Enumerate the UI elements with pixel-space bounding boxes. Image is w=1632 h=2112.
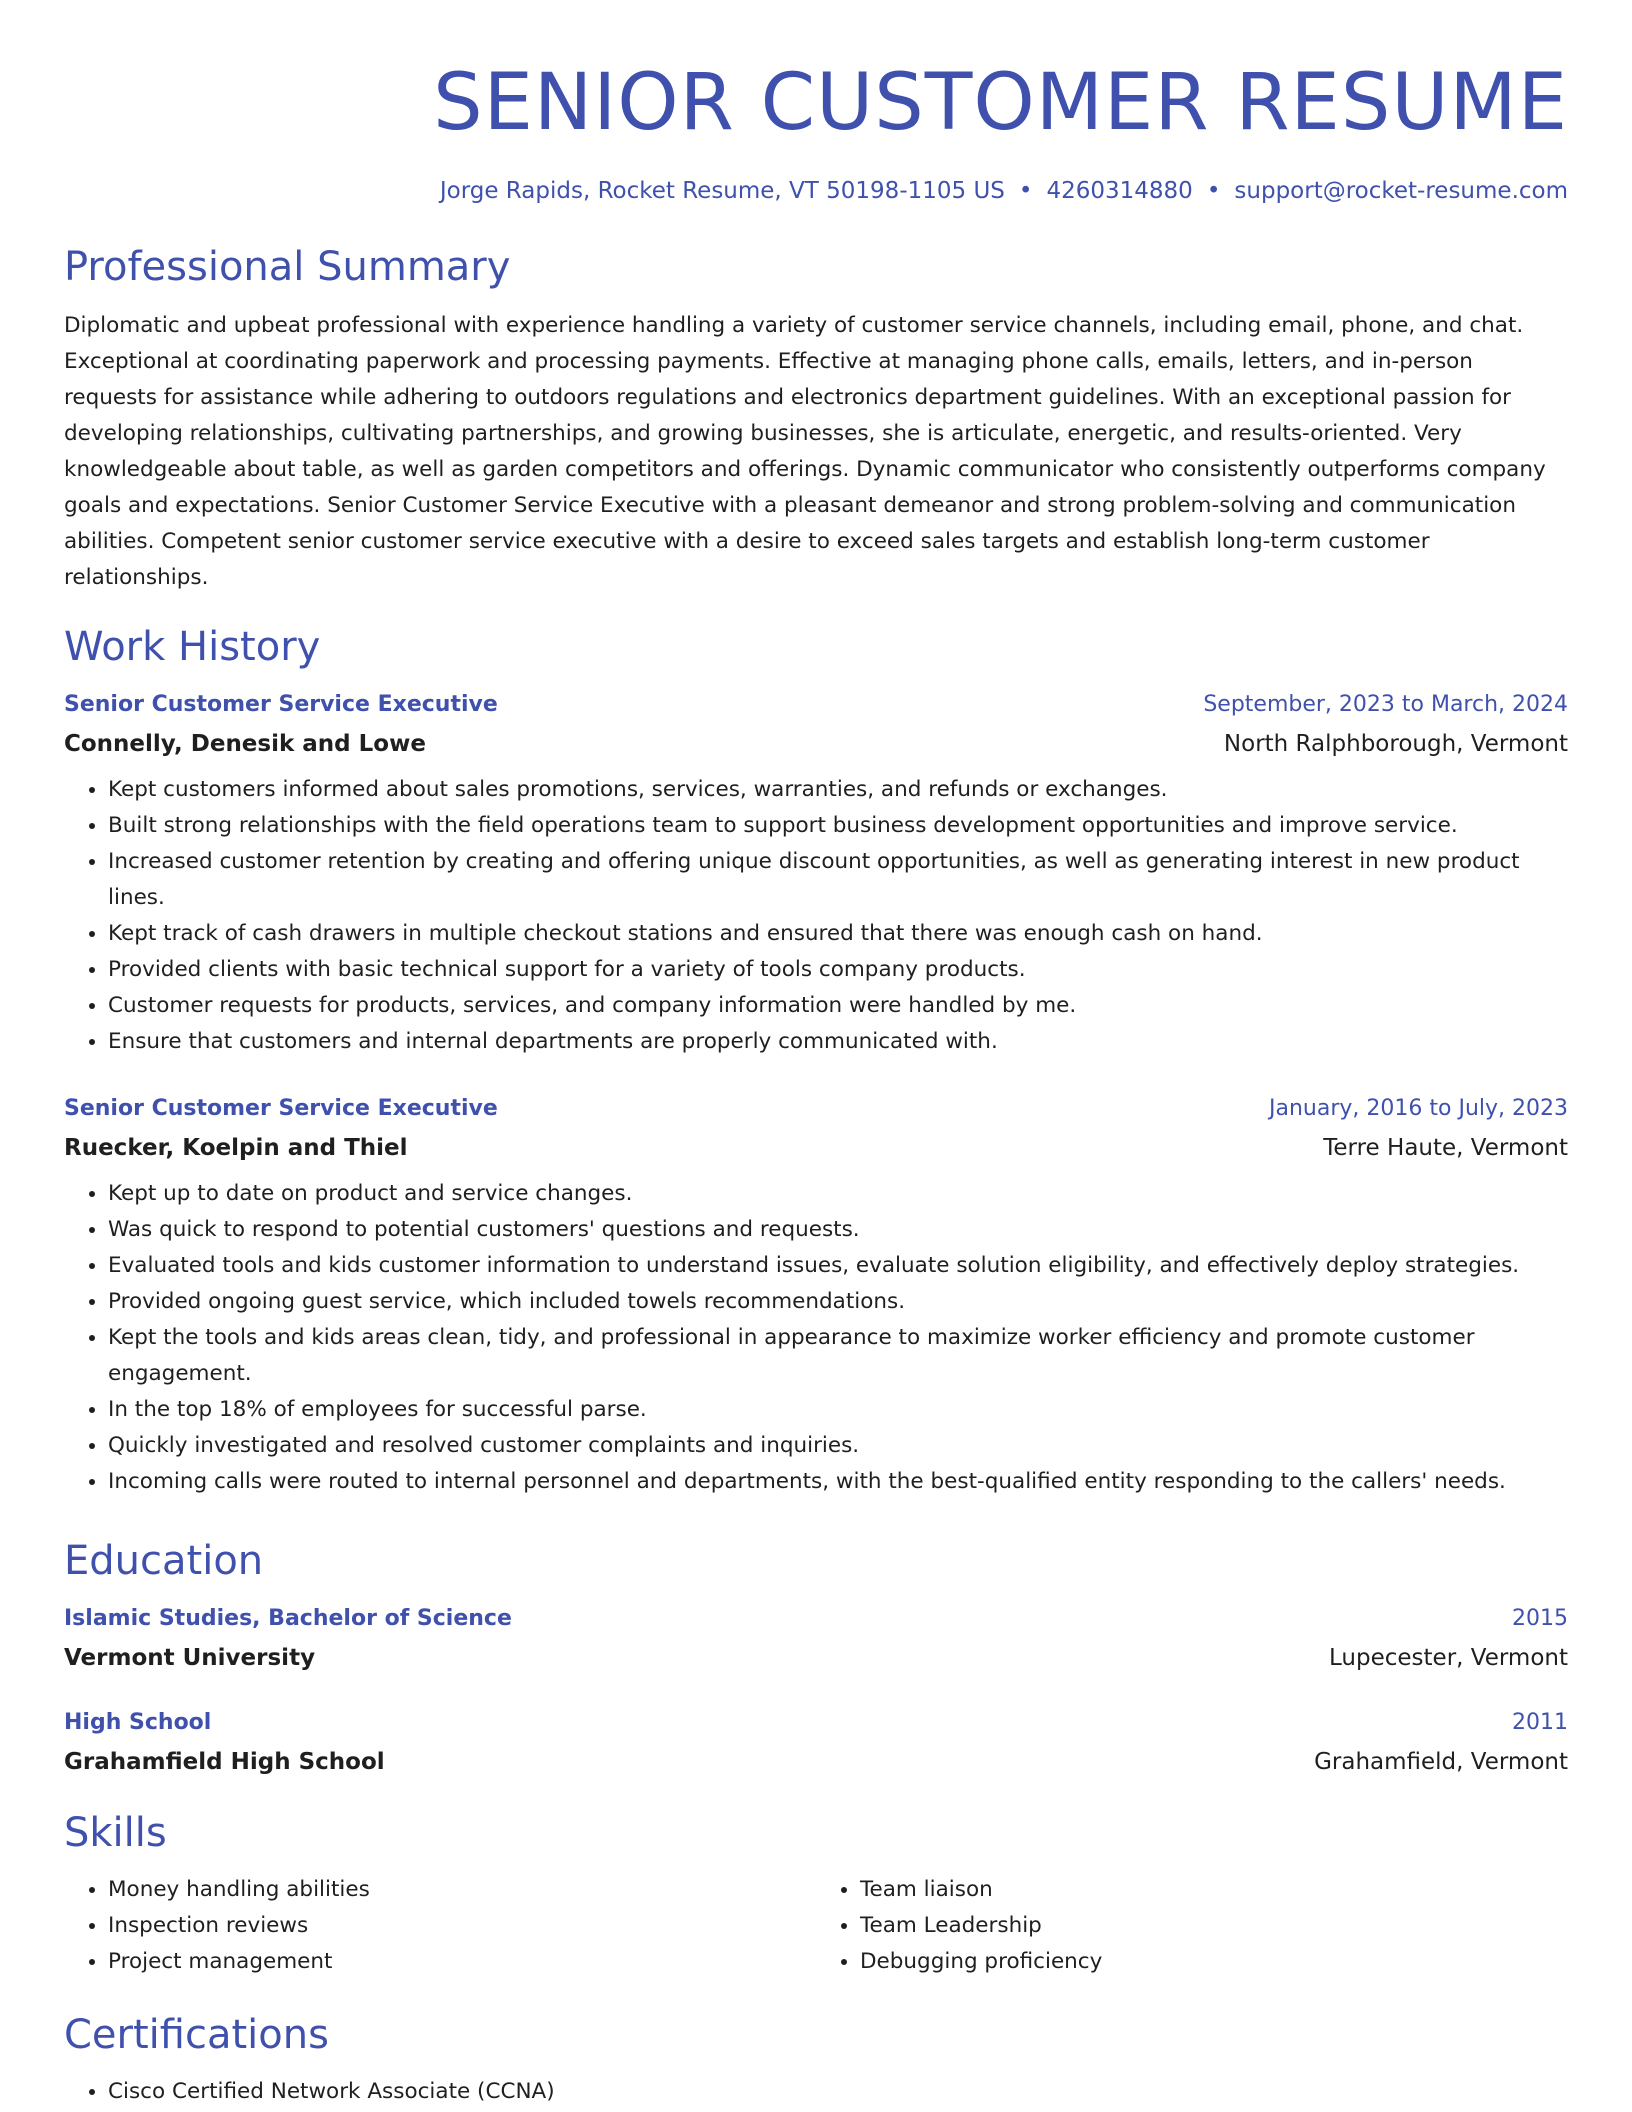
skill-item: • Debugging proficiency: [860, 1944, 1568, 1980]
skills-heading: Skills: [64, 1810, 167, 1856]
job-company: Connelly, Denesik and Lowe: [64, 731, 426, 757]
job-company: Ruecker, Koelpin and Thiel: [64, 1135, 408, 1161]
education-school-row: [64, 1642, 1568, 1674]
education-degree: High School: [64, 1710, 212, 1735]
education-school-row: [64, 1746, 1568, 1778]
job-bullet: • Was quick to respond to potential customers' questions and requests.: [108, 1212, 1568, 1248]
contact-address: Jorge Rapids, Rocket Resume, VT 50198-1105 US: [439, 178, 1005, 204]
education-heading: Education: [64, 1538, 264, 1584]
resume-title: SENIOR CUSTOMER RESUME: [433, 58, 1568, 148]
education-school: Grahamfield High School: [64, 1749, 385, 1775]
certification-item: • Cisco Certified Network Associate (CCNA): [108, 2074, 1568, 2110]
job-entry: [64, 690, 1568, 1060]
certifications-list: [64, 2074, 1568, 2110]
job-bullet: • Provided ongoing guest service, which included towels recommendations.: [108, 1284, 1568, 1320]
job-bullet: • Ensure that customers and internal departments are properly communicated with.: [108, 1024, 1568, 1060]
summary-text: Diplomatic and upbeat professional with experience handling a variety of customer service channels, including email, phone, and chat. Exceptional at coordinating paperwork and processing payments. Effective at managing phone calls, emails, letters, and in-person requests for assistance while adhering to outdoors regulations and electronics department guidelines. With an exceptional passion for developing relationships, cultivating partnerships, and growing businesses, she is articulate, energetic, and results-oriented. Very knowledgeable about table, as well as garden competitors and offerings. Dynamic communicator who consistently outperforms company goals and expectations. Senior Customer Service Executive with a pleasant demeanor and strong problem-solving and communication abilities. Competent senior customer service executive with a desire to exceed sales targets and establish long-term customer relationships.: [64, 313, 1546, 590]
job-bullet: • Increased customer retention by creating and offering unique discount opportunities, as well as generating interest in new product lines.: [108, 844, 1568, 916]
job-company-row: [64, 728, 1568, 760]
education-school: Vermont University: [64, 1645, 316, 1671]
job-dates: January, 2016 to July, 2023: [1269, 1096, 1568, 1121]
contact-email: support@rocket-resume.com: [1234, 178, 1568, 204]
education-location: Lupecester, Vermont: [1329, 1645, 1568, 1671]
job-bullets: [64, 1176, 1568, 1500]
skill-item: • Inspection reviews: [108, 1908, 816, 1944]
resume-page: [64, 0, 1568, 2110]
skills-column-right: [816, 1872, 1568, 1980]
work-history-heading: Work History: [64, 624, 321, 670]
skill-item: • Money handling abilities: [108, 1872, 816, 1908]
job-entry: [64, 1094, 1568, 1500]
job-bullet: • Quickly investigated and resolved customer complaints and inquiries.: [108, 1428, 1568, 1464]
job-title-row: [64, 690, 1568, 720]
education-year: 2015: [1512, 1606, 1568, 1631]
job-bullet: • Kept the tools and kids areas clean, tidy, and professional in appearance to maximize worker efficiency and promote customer engagement.: [108, 1320, 1568, 1392]
job-bullet: • Customer requests for products, services, and company information were handled by me.: [108, 988, 1568, 1024]
contact-separator: •: [1206, 178, 1221, 204]
skills-grid: [64, 1872, 1568, 1980]
job-company-row: [64, 1132, 1568, 1164]
job-title: Senior Customer Service Executive: [64, 1096, 498, 1121]
summary-heading: Professional Summary: [64, 244, 511, 290]
skill-item: • Project management: [108, 1944, 816, 1980]
job-bullet: • Kept track of cash drawers in multiple checkout stations and ensured that there was enough cash on hand.: [108, 916, 1568, 952]
job-bullet: • Incoming calls were routed to internal personnel and departments, with the best-qualified entity responding to the callers' needs.: [108, 1464, 1568, 1500]
job-bullet: • Kept up to date on product and service changes.: [108, 1176, 1568, 1212]
job-bullets: [64, 772, 1568, 1060]
contact-phone: 4260314880: [1046, 178, 1193, 204]
job-title-row: [64, 1094, 1568, 1124]
job-bullet: • Built strong relationships with the field operations team to support business development opportunities and improve service.: [108, 808, 1568, 844]
education-degree-row: [64, 1604, 1568, 1634]
education-year: 2011: [1512, 1710, 1568, 1735]
contact-separator: •: [1018, 178, 1033, 204]
education-entry: [64, 1708, 1568, 1778]
job-bullet: • Kept customers informed about sales promotions, services, warranties, and refunds or exchanges.: [108, 772, 1568, 808]
job-bullet: • Evaluated tools and kids customer information to understand issues, evaluate solution eligibility, and effectively deploy strategies.: [108, 1248, 1568, 1284]
job-location: Terre Haute, Vermont: [1323, 1135, 1568, 1161]
education-entry: [64, 1604, 1568, 1674]
certifications-heading: Certifications: [64, 2012, 329, 2058]
job-bullet: • In the top 18% of employees for successful parse.: [108, 1392, 1568, 1428]
contact-line: [64, 176, 1568, 206]
education-degree-row: [64, 1708, 1568, 1738]
job-location: North Ralphborough, Vermont: [1223, 731, 1568, 757]
skills-column-left: [64, 1872, 816, 1980]
job-title: Senior Customer Service Executive: [64, 692, 498, 717]
education-degree: Islamic Studies, Bachelor of Science: [64, 1606, 512, 1631]
job-dates: September, 2023 to March, 2024: [1203, 692, 1568, 717]
education-location: Grahamfield, Vermont: [1314, 1749, 1568, 1775]
skill-item: • Team Leadership: [860, 1908, 1568, 1944]
skill-item: • Team liaison: [860, 1872, 1568, 1908]
job-bullet: • Provided clients with basic technical support for a variety of tools company products.: [108, 952, 1568, 988]
